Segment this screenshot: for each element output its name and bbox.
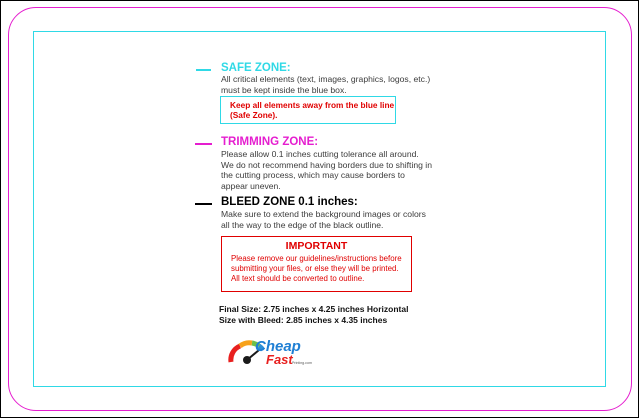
safe-zone-note-line: (Safe Zone).	[230, 110, 278, 120]
trimming-zone-line: Please allow 0.1 inches cutting tolerance all around.	[221, 149, 419, 159]
trimming-zone-line: the cutting process, which may cause borders to	[221, 170, 405, 181]
important-line: All text should be converted to outline.	[231, 274, 365, 284]
safe-zone-note-box	[220, 96, 396, 124]
safe-zone-marker	[196, 69, 211, 71]
trimming-zone-line: appear uneven.	[221, 180, 281, 191]
bleed-zone-line: Make sure to extend the background images or colors	[221, 209, 426, 219]
important-box	[221, 236, 412, 292]
logo-word-cheap: Cheap	[255, 338, 301, 355]
bleed-zone-line: all the way to the edge of the black outline.	[221, 219, 384, 230]
trimming-zone-heading: TRIMMING ZONE:	[221, 136, 319, 148]
bleed-size-line: Size with Bleed: 2.85 inches x 4.35 inches	[219, 315, 388, 325]
safe-zone-line: must be kept inside the blue box.	[221, 84, 347, 95]
important-line: Please remove our guidelines/instructions before	[231, 254, 402, 263]
safe-zone-note-line: Keep all elements away from the blue line	[230, 100, 395, 110]
logo-word-fast: Fast	[266, 352, 293, 367]
safe-zone-line: All critical elements (text, images, graphics, logos, etc.)	[221, 74, 431, 84]
bleed-zone-description	[221, 209, 426, 230]
important-title: IMPORTANT	[285, 240, 348, 252]
trimming-zone-marker	[195, 143, 212, 145]
safe-zone-description	[221, 74, 430, 95]
bleed-zone-heading: BLEED ZONE 0.1 inches:	[221, 196, 358, 208]
important-line: submitting your files, or else they will be printed.	[231, 264, 399, 274]
final-size-info	[219, 304, 408, 326]
important-text	[231, 254, 402, 285]
trimming-zone-description	[221, 149, 432, 191]
trimming-zone-line: We do not recommend having borders due to shifting in	[221, 159, 432, 170]
logo-word-printing: Printing.com	[292, 361, 312, 365]
bleed-zone-marker	[195, 203, 212, 205]
final-size-line: Final Size: 2.75 inches x 4.25 inches Horizontal	[219, 304, 409, 314]
company-logo	[228, 332, 324, 372]
safe-zone-heading: SAFE ZONE:	[221, 62, 291, 74]
